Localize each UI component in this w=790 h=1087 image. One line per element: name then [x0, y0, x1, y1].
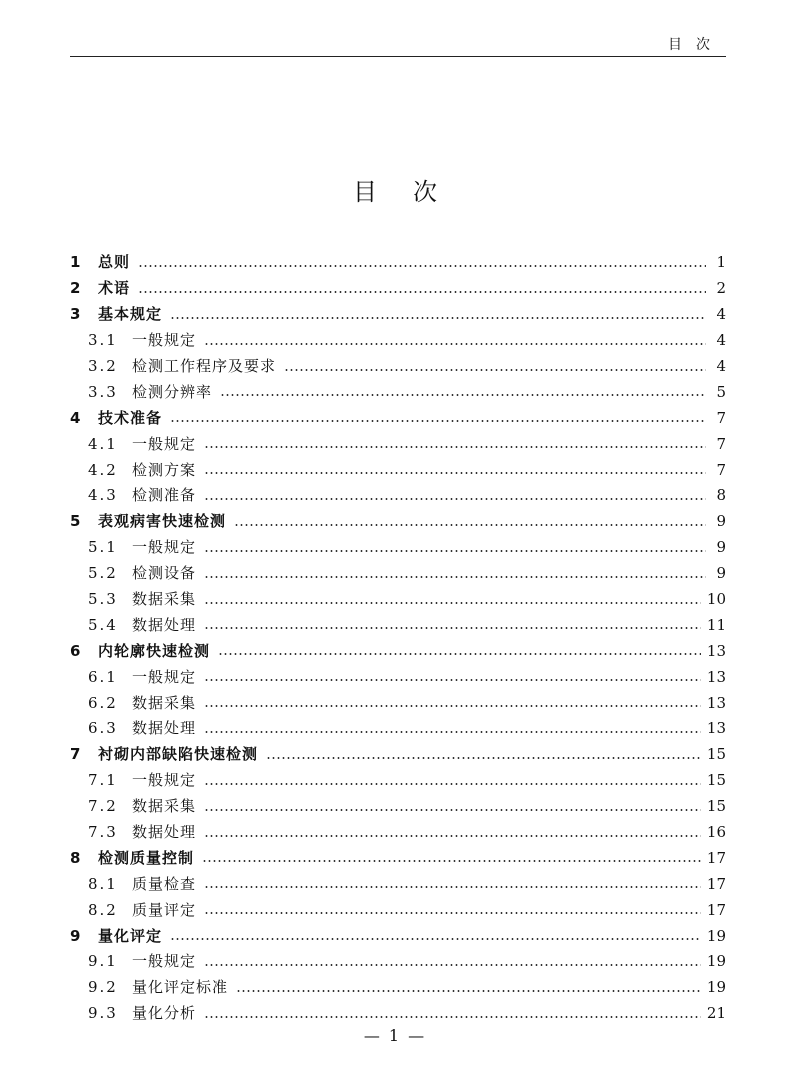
toc-entry-title: 量化分析 — [132, 1004, 197, 1023]
toc-entry-number: 6 — [70, 641, 81, 660]
toc-dot-leader — [204, 783, 701, 785]
toc-entry-page: 1 — [716, 253, 726, 272]
toc-entry-number: 4.2 — [88, 460, 118, 479]
toc-entry-page: 13 — [706, 693, 726, 712]
toc-dot-leader — [204, 835, 701, 837]
toc-entry — [70, 794, 726, 820]
toc-entry-title: 一般规定 — [132, 771, 197, 790]
toc-entry-number: 9 — [70, 926, 81, 945]
toc-entry-number: 8.1 — [88, 874, 118, 893]
toc-entry-page: 4 — [716, 305, 726, 324]
toc-entry — [70, 483, 726, 509]
toc-entry-page: 17 — [706, 900, 726, 919]
toc-entry-page: 13 — [706, 667, 726, 686]
toc-entry-title: 检测工作程序及要求 — [132, 357, 277, 375]
toc-entry — [70, 405, 726, 431]
toc-dot-leader — [138, 291, 706, 293]
toc-dot-leader — [204, 446, 706, 448]
toc-entry-number: 5.3 — [88, 590, 118, 609]
toc-entry — [70, 716, 726, 742]
toc-entry-page: 13 — [706, 719, 726, 738]
table-of-contents — [70, 250, 726, 1027]
toc-dot-leader — [218, 653, 701, 655]
toc-entry-number: 6.2 — [88, 693, 118, 712]
page-number: — 1 — — [363, 1026, 427, 1045]
toc-dot-leader — [204, 731, 701, 733]
toc-dot-leader — [266, 757, 701, 759]
toc-entry-number: 8.2 — [88, 900, 118, 919]
toc-entry-title: 基本规定 — [98, 305, 163, 324]
toc-entry — [70, 664, 726, 690]
toc-entry — [70, 638, 726, 664]
toc-entry — [70, 328, 726, 354]
toc-entry-number: 4.1 — [88, 434, 118, 453]
toc-entry-number: 5 — [70, 512, 81, 531]
toc-entry-title: 量化评定标准 — [132, 978, 229, 997]
toc-entry-title: 检测准备 — [132, 486, 197, 505]
toc-entry — [70, 1001, 726, 1027]
toc-dot-leader — [284, 369, 706, 371]
toc-entry-number: 7.2 — [88, 797, 118, 816]
toc-entry-page: 19 — [706, 978, 726, 997]
toc-entry-number: 4 — [70, 408, 81, 427]
toc-entry-title: 数据处理 — [132, 823, 197, 842]
toc-entry — [70, 742, 726, 768]
toc-entry-title: 表观病害快速检测 — [98, 512, 227, 531]
toc-entry-page: 9 — [716, 564, 726, 583]
toc-dot-leader — [204, 602, 701, 604]
toc-entry-title: 质量评定 — [132, 900, 197, 919]
toc-entry — [70, 768, 726, 794]
toc-entry-page: 9 — [716, 538, 726, 557]
toc-entry — [70, 612, 726, 638]
toc-dot-leader — [236, 990, 701, 992]
toc-entry — [70, 431, 726, 457]
toc-entry-page: 15 — [706, 745, 726, 764]
toc-entry — [70, 871, 726, 897]
toc-entry-title: 一般规定 — [132, 434, 197, 453]
toc-entry-title: 衬砌内部缺陷快速检测 — [98, 745, 259, 764]
toc-dot-leader — [204, 1016, 701, 1018]
toc-entry-page: 7 — [716, 408, 726, 427]
toc-entry — [70, 354, 726, 380]
toc-entry-page: 11 — [706, 615, 726, 634]
toc-entry-page: 19 — [706, 926, 726, 945]
toc-entry-number: 5.4 — [88, 615, 118, 634]
toc-entry-page: 4 — [716, 357, 726, 375]
toc-entry-title: 检测设备 — [132, 564, 197, 583]
toc-entry-page: 10 — [706, 590, 726, 609]
toc-dot-leader — [220, 394, 706, 396]
toc-entry-number: 7 — [70, 745, 81, 764]
toc-dot-leader — [234, 524, 706, 526]
toc-entry — [70, 690, 726, 716]
toc-dot-leader — [204, 912, 701, 914]
toc-dot-leader — [204, 550, 706, 552]
toc-entry — [70, 975, 726, 1001]
toc-entry — [70, 302, 726, 328]
toc-entry-page: 17 — [706, 874, 726, 893]
page-title: 目次 — [353, 178, 473, 206]
toc-dot-leader — [204, 498, 706, 500]
toc-entry-page: 19 — [706, 952, 726, 971]
toc-dot-leader — [204, 576, 706, 578]
toc-entry-title: 技术准备 — [98, 408, 163, 427]
toc-dot-leader — [170, 317, 706, 319]
toc-entry-number: 9.2 — [88, 978, 118, 997]
toc-entry-title: 内轮廓快速检测 — [98, 641, 211, 660]
toc-entry — [70, 561, 726, 587]
toc-dot-leader — [204, 627, 701, 629]
toc-entry-title: 术语 — [98, 279, 131, 298]
toc-entry-page: 9 — [716, 512, 726, 531]
toc-entry-number: 8 — [70, 848, 81, 867]
toc-entry-number: 3.1 — [88, 331, 118, 350]
toc-entry — [70, 379, 726, 405]
toc-entry-title: 数据处理 — [132, 719, 197, 738]
toc-dot-leader — [204, 964, 701, 966]
toc-dot-leader — [204, 886, 701, 888]
toc-entry-title: 一般规定 — [132, 538, 197, 557]
toc-entry-title: 质量检查 — [132, 874, 197, 893]
toc-entry-number: 5.2 — [88, 564, 118, 583]
toc-entry-page: 21 — [706, 1004, 726, 1023]
toc-entry-title: 一般规定 — [132, 952, 197, 971]
toc-entry-page: 15 — [706, 797, 726, 816]
toc-entry-title: 一般规定 — [132, 667, 197, 686]
toc-entry-number: 7.3 — [88, 823, 118, 842]
toc-entry-number: 5.1 — [88, 538, 118, 557]
toc-dot-leader — [138, 265, 706, 267]
toc-entry-title: 一般规定 — [132, 331, 197, 350]
toc-entry — [70, 820, 726, 846]
running-header-title: 目次 — [668, 37, 724, 53]
toc-entry-title: 总则 — [98, 253, 131, 272]
toc-entry-number: 6.1 — [88, 667, 118, 686]
toc-entry-title: 数据采集 — [132, 693, 197, 712]
toc-dot-leader — [170, 420, 706, 422]
toc-dot-leader — [204, 343, 706, 345]
toc-entry-page: 4 — [716, 331, 726, 350]
toc-entry-page: 7 — [716, 434, 726, 453]
toc-dot-leader — [204, 809, 701, 811]
toc-dot-leader — [204, 705, 701, 707]
toc-entry-number: 3.3 — [88, 382, 118, 401]
toc-entry-page: 16 — [706, 823, 726, 842]
toc-entry — [70, 535, 726, 561]
toc-entry-title: 数据处理 — [132, 615, 197, 634]
toc-entry-number: 9.1 — [88, 952, 118, 971]
toc-entry — [70, 276, 726, 302]
toc-entry — [70, 250, 726, 276]
toc-dot-leader — [170, 938, 701, 940]
running-header — [70, 28, 726, 57]
toc-entry — [70, 587, 726, 613]
toc-entry-page: 7 — [716, 460, 726, 479]
toc-entry — [70, 845, 726, 871]
toc-entry-page: 13 — [706, 641, 726, 660]
toc-dot-leader — [204, 472, 706, 474]
toc-entry-number: 9.3 — [88, 1004, 118, 1023]
toc-entry — [70, 509, 726, 535]
toc-dot-leader — [204, 679, 701, 681]
toc-entry-number: 6.3 — [88, 719, 118, 738]
toc-entry — [70, 923, 726, 949]
toc-entry-number: 7.1 — [88, 771, 118, 790]
toc-entry-page: 15 — [706, 771, 726, 790]
toc-entry — [70, 949, 726, 975]
toc-entry-page: 2 — [716, 279, 726, 298]
toc-entry-title: 检测质量控制 — [98, 848, 195, 867]
toc-entry-number: 3.2 — [88, 357, 118, 375]
toc-dot-leader — [202, 860, 701, 862]
toc-entry-page: 17 — [706, 848, 726, 867]
toc-entry-page: 5 — [716, 382, 726, 401]
toc-entry-title: 数据采集 — [132, 590, 197, 609]
toc-entry-number: 2 — [70, 279, 81, 298]
toc-entry-title: 检测方案 — [132, 460, 197, 479]
toc-entry — [70, 457, 726, 483]
toc-entry-number: 4.3 — [88, 486, 118, 505]
toc-entry — [70, 897, 726, 923]
toc-entry-number: 1 — [70, 253, 81, 272]
toc-entry-title: 数据采集 — [132, 797, 197, 816]
toc-entry-title: 检测分辨率 — [132, 382, 213, 401]
toc-entry-number: 3 — [70, 305, 81, 324]
toc-entry-page: 8 — [716, 486, 726, 505]
toc-entry-title: 量化评定 — [98, 926, 163, 945]
